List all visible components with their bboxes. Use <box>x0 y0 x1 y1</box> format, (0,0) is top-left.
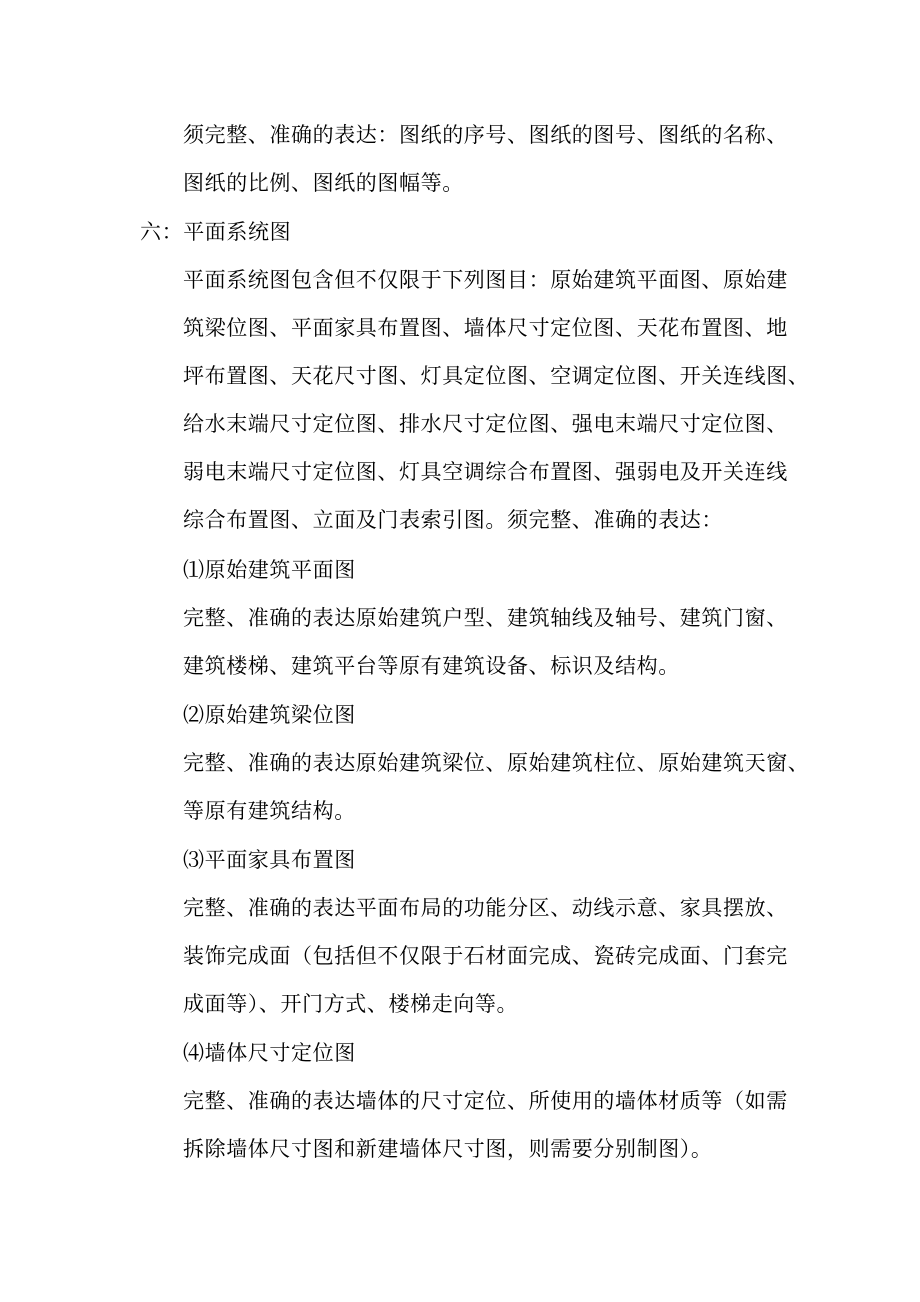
paragraph-line: 完整、准确的表达原始建筑梁位、原始建筑柱位、原始建筑天窗、 <box>183 751 810 775</box>
paragraph-line: 建筑楼梯、建筑平台等原有建筑设备、标识及结构。 <box>183 654 680 678</box>
paragraph-line: 平面系统图包含但不仅限于下列图目：原始建筑平面图、原始建 <box>183 268 788 292</box>
section-heading: 六：平面系统图 <box>140 220 292 244</box>
paragraph-line: 筑梁位图、平面家具布置图、墙体尺寸定位图、天花布置图、地 <box>183 316 788 340</box>
paragraph-line: 坪布置图、天花尺寸图、灯具定位图、空调定位图、开关连线图、 <box>183 364 810 388</box>
paragraph-line: 弱电末端尺寸定位图、灯具空调综合布置图、强弱电及开关连线 <box>183 460 788 484</box>
paragraph-line: 综合布置图、立面及门表索引图。须完整、准确的表达： <box>183 508 723 532</box>
paragraph-line: 须完整、准确的表达：图纸的序号、图纸的图号、图纸的名称、 <box>183 123 788 147</box>
paragraph-line: 完整、准确的表达原始建筑户型、建筑轴线及轴号、建筑门窗、 <box>183 606 788 630</box>
paragraph-line: 装饰完成面（包括但不仅限于石材面完成、瓷砖完成面、门套完 <box>183 944 788 968</box>
subsection-heading: ⑴原始建筑平面图 <box>183 558 356 582</box>
subsection-heading: ⑷墙体尺寸定位图 <box>183 1041 356 1065</box>
subsection-heading: ⑵原始建筑梁位图 <box>183 703 356 727</box>
paragraph-line: 完整、准确的表达平面布局的功能分区、动线示意、家具摆放、 <box>183 896 788 920</box>
subsection-heading: ⑶平面家具布置图 <box>183 848 356 872</box>
paragraph-line: 完整、准确的表达墙体的尺寸定位、所使用的墙体材质等（如需 <box>183 1089 788 1113</box>
paragraph-line: 成面等）、开门方式、楼梯走向等。 <box>183 992 519 1016</box>
paragraph-line: 给水末端尺寸定位图、排水尺寸定位图、强电末端尺寸定位图、 <box>183 412 788 436</box>
paragraph-line: 拆除墙体尺寸图和新建墙体尺寸图，则需要分别制图）。 <box>183 1137 713 1161</box>
paragraph-line: 等原有建筑结构。 <box>183 799 356 823</box>
paragraph-line: 图纸的比例、图纸的图幅等。 <box>183 171 464 195</box>
